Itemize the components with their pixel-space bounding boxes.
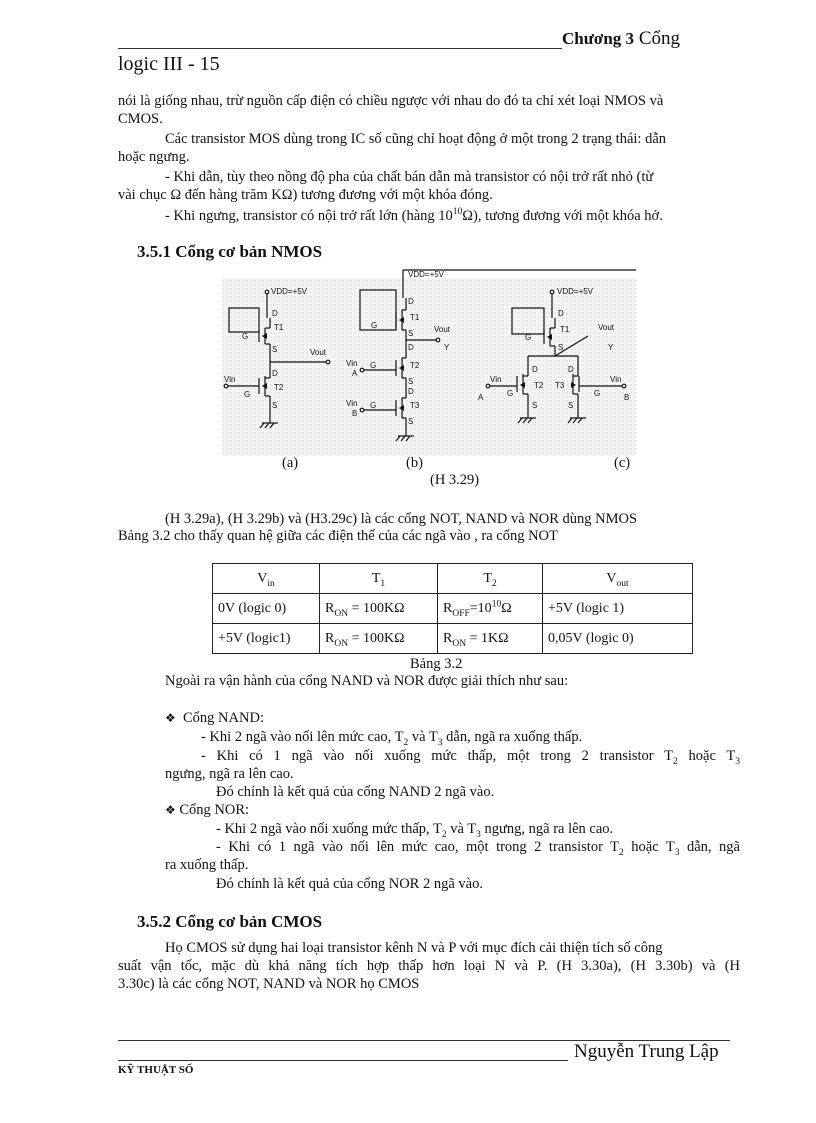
- nor-line-2-cont: ra xuống thấp.: [165, 857, 249, 873]
- figure-caption: (H 3.29): [430, 472, 480, 488]
- b-s2: S: [408, 377, 414, 386]
- a-d2: D: [272, 369, 278, 378]
- desc-line-2: Bảng 3.2 cho thấy quan hệ giữa các điện thế của các ngã vào , ra cổng NOT: [118, 528, 558, 544]
- table-caption: Bảng 3.2: [410, 656, 463, 672]
- c-vout: Vout: [598, 323, 615, 332]
- b-vin1: Vin: [346, 359, 358, 368]
- c-t1: T1: [560, 325, 570, 334]
- figure-label-a: (a): [282, 455, 299, 471]
- b-b: B: [352, 409, 358, 418]
- a-vdd-label: VDD=+5V: [271, 287, 308, 296]
- nor-title: Cổng NOR:: [179, 802, 250, 818]
- cell-vin-1: 0V (logic 0): [213, 594, 320, 624]
- b-d3: D: [408, 387, 414, 396]
- table-row: [213, 594, 693, 624]
- c-s3: S: [568, 401, 574, 410]
- b-g1: G: [371, 321, 378, 330]
- nor-line-2: - Khi có 1 ngã vào nối lên mức cao, một trong 2 transistor $T_2$ hoặc $T_3$ dẫn, ngã: [216, 839, 740, 858]
- bullet-icon: ❖: [165, 711, 176, 725]
- cell-vin-2: +5V (logic1): [213, 624, 320, 654]
- para4-pre: - Khi ngưng, transistor có nội trở rất lớn (hàng 10: [165, 208, 453, 224]
- c-g3: G: [594, 389, 601, 398]
- table-header-row: [213, 564, 693, 594]
- a-g1: G: [242, 332, 249, 341]
- cell-t1-1: $R_{ON} = 100K\Omega$: [320, 594, 438, 624]
- a-s2: S: [272, 401, 278, 410]
- cell-t2-1: $R_{OFF}=10^{10}\Omega$: [438, 594, 543, 624]
- c-d2: D: [532, 365, 538, 374]
- intro-para3-a: - Khi dẫn, tùy theo nồng độ pha của chất bán dẫn mà transistor có nội trở rất nhỏ (từ: [165, 169, 654, 185]
- b-s1: S: [408, 329, 414, 338]
- cmos-line-1: Họ CMOS sử dụng hai loại transistor kênh N và P với mục đích cải thiện tích số công: [165, 940, 663, 956]
- a-t2: T2: [274, 383, 284, 392]
- c-a: A: [478, 393, 484, 402]
- c-vin2: Vin: [610, 375, 622, 384]
- nand-line-1: - Khi 2 ngã vào nối lên mức cao, $T_2$ và $T_3$ dẫn, ngã ra xuống thấp.: [201, 729, 583, 748]
- th-t2: $T_2$: [438, 564, 543, 594]
- c-d1: D: [558, 309, 564, 318]
- para4-sup: 10: [452, 207, 463, 218]
- intro-para2-b: hoặc ngưng.: [118, 149, 190, 165]
- c-d3: D: [568, 365, 574, 374]
- bullet-icon: ❖: [165, 803, 176, 817]
- c-b: B: [624, 393, 630, 402]
- nand-bullet: [165, 710, 264, 727]
- b-d1: D: [408, 297, 414, 306]
- section-title-nmos: 3.5.1 Cổng cơ bản NMOS: [137, 242, 323, 261]
- b-t3: T3: [410, 401, 420, 410]
- th-vout: $V_{out}$: [543, 564, 693, 594]
- a-t1: T1: [274, 323, 284, 332]
- c-t2: T2: [534, 381, 544, 390]
- intro-para4: [165, 208, 740, 226]
- nmos-figure: [222, 268, 636, 456]
- th-t1: $T_1$: [320, 564, 438, 594]
- a-vin: Vin: [224, 375, 236, 384]
- nand-line-2-cont: ngưng, ngã ra lên cao.: [165, 766, 294, 782]
- para4-post: Ω), tương đương với một khóa hở.: [462, 208, 663, 224]
- nand-line-3: Đó chính là kết quả của cổng NAND 2 ngã vào.: [216, 784, 495, 800]
- table-row: [213, 624, 693, 654]
- b-vin2: Vin: [346, 399, 358, 408]
- footer-rule-2: [118, 1060, 568, 1061]
- header-chapter: [562, 28, 680, 50]
- b-vdd-label: VDD=+5V: [408, 270, 445, 279]
- nmos-circuit-diagram: [222, 268, 636, 456]
- cell-vout-1: +5V (logic 1): [543, 594, 693, 624]
- chapter-rest: Cổng: [634, 28, 680, 49]
- figure-background: [222, 278, 636, 456]
- nand-line-2: - Khi có 1 ngã vào nối xuống mức thấp, một trong 2 transistor $T_2$ hoặc $T_3$: [201, 748, 740, 767]
- a-s1: S: [272, 345, 278, 354]
- b-t2: T2: [410, 361, 420, 370]
- cmos-line-3: 3.30c) là các cổng NOT, NAND và NOR họ CMOS: [118, 976, 420, 992]
- c-t3: T3: [555, 381, 565, 390]
- intro-para2-a: Các transistor MOS dùng trong IC số cũng chỉ hoạt động ở một trong 2 trạng thái: dẫn: [165, 131, 667, 147]
- c-s1: S: [558, 343, 564, 352]
- th-vin: $V_{in}$: [213, 564, 320, 594]
- header-rule: [118, 48, 562, 49]
- b-s3: S: [408, 417, 414, 426]
- a-d1: D: [272, 309, 278, 318]
- b-a: A: [352, 369, 358, 378]
- cell-t2-2: $R_{ON} = 1K\Omega$: [438, 624, 543, 654]
- c-vin1: Vin: [490, 375, 502, 384]
- figure-label-c: (c): [614, 455, 631, 471]
- ops-intro: Ngoài ra vận hành của cổng NAND và NOR được giải thích như sau:: [165, 673, 569, 689]
- cell-t1-2: $R_{ON} = 100K\Omega$: [320, 624, 438, 654]
- nor-bullet: [165, 802, 249, 819]
- cmos-line-2: suất vận tốc, mặc dù khả năng tích hợp thấp hơn loại N và P. (H 3.30a), (H 3.30b) và (H: [118, 958, 740, 974]
- b-t1: T1: [410, 313, 420, 322]
- footer-subject: KỸ THUẬT SỐ: [118, 1064, 194, 1076]
- header-subtitle: logic III - 15: [118, 53, 220, 75]
- intro-line-1: nói là giống nhau, trừ nguồn cấp điện có chiều ngược với nhau do đó ta chỉ xét loại NMOS và: [118, 93, 664, 109]
- c-s2: S: [532, 401, 538, 410]
- desc-line-1: (H 3.29a), (H 3.29b) và (H3.29c) là các cổng NOT, NAND và NOR dùng NMOS: [165, 511, 638, 527]
- cell-vout-2: 0,05V (logic 0): [543, 624, 693, 654]
- nand-title: Cổng NAND:: [183, 710, 264, 726]
- b-d2: D: [408, 343, 414, 352]
- c-g2: G: [507, 389, 514, 398]
- b-vout: Vout: [434, 325, 451, 334]
- nor-line-1: - Khi 2 ngã vào nối xuống mức thấp, $T_2$ và $T_3$ ngưng, ngã ra lên cao.: [216, 821, 614, 840]
- c-y: Y: [608, 343, 614, 352]
- voltage-table: [212, 563, 693, 654]
- intro-line-2: CMOS.: [118, 111, 163, 127]
- a-g2: G: [244, 390, 251, 399]
- chapter-label: Chương 3: [562, 29, 635, 48]
- a-vout: Vout: [310, 348, 327, 357]
- b-y: Y: [444, 343, 450, 352]
- b-g2: G: [370, 361, 377, 370]
- nor-line-3: Đó chính là kết quả của cổng NOR 2 ngã vào.: [216, 876, 483, 892]
- footer-author: Nguyễn Trung Lập: [574, 1041, 719, 1062]
- figure-label-b: (b): [406, 455, 423, 471]
- c-g1: G: [525, 333, 532, 342]
- section-title-cmos: 3.5.2 Cổng cơ bản CMOS: [137, 912, 323, 931]
- b-g3: G: [370, 401, 377, 410]
- intro-para3-b: vài chục Ω đến hàng trăm KΩ) tương đương với một khóa đóng.: [118, 187, 493, 203]
- c-vdd-label: VDD=+5V: [557, 287, 594, 296]
